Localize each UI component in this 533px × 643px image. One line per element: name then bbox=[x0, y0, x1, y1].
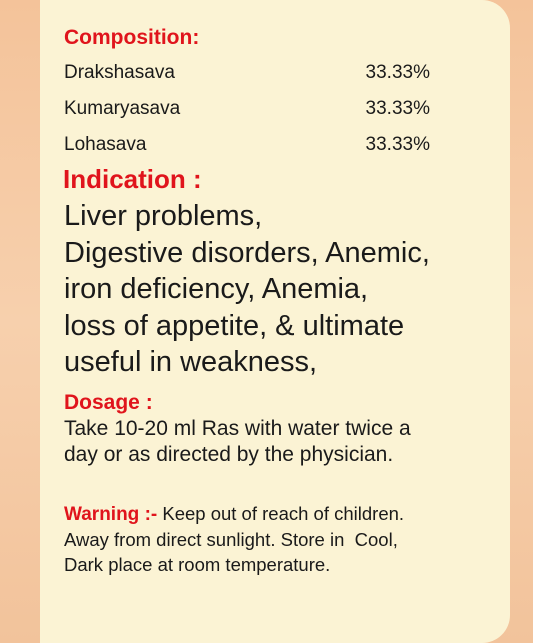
dosage-text bbox=[64, 416, 504, 468]
ingredient-name: Drakshasava bbox=[64, 62, 175, 83]
dosage-line: day or as directed by the physician. bbox=[64, 443, 394, 466]
indication-line: useful in weakness, bbox=[64, 346, 318, 378]
warning-text bbox=[64, 501, 504, 577]
indication-text bbox=[64, 198, 504, 381]
composition-row bbox=[64, 98, 430, 120]
warning-line-3: Dark place at room temperature. bbox=[64, 554, 331, 575]
dosage-heading: Dosage : bbox=[64, 391, 153, 414]
warning-line-2: Away from direct sunlight. Store in Cool, bbox=[64, 529, 398, 550]
indication-line: Liver problems, bbox=[64, 200, 263, 232]
composition-heading: Composition: bbox=[64, 26, 200, 49]
ingredient-percent: 33.33% bbox=[365, 134, 430, 155]
ingredient-percent: 33.33% bbox=[365, 98, 430, 119]
ingredient-percent: 33.33% bbox=[365, 62, 430, 83]
indication-line: Digestive disorders, Anemic, bbox=[64, 236, 430, 269]
warning-line bbox=[64, 501, 504, 527]
dosage-line: Take 10-20 ml Ras with water twice a bbox=[64, 417, 411, 440]
composition-row bbox=[64, 134, 430, 156]
ingredient-name: Kumaryasava bbox=[64, 98, 181, 119]
warning-label: Warning :- bbox=[64, 504, 158, 525]
indication-line: loss of appetite, & ultimate bbox=[64, 309, 405, 342]
indication-heading: Indication : bbox=[63, 164, 202, 194]
ingredient-name: Lohasava bbox=[64, 134, 147, 155]
warning-line-1: Keep out of reach of children. bbox=[157, 503, 405, 524]
composition-row bbox=[64, 62, 430, 84]
indication-line: iron deficiency, Anemia, bbox=[64, 273, 369, 305]
